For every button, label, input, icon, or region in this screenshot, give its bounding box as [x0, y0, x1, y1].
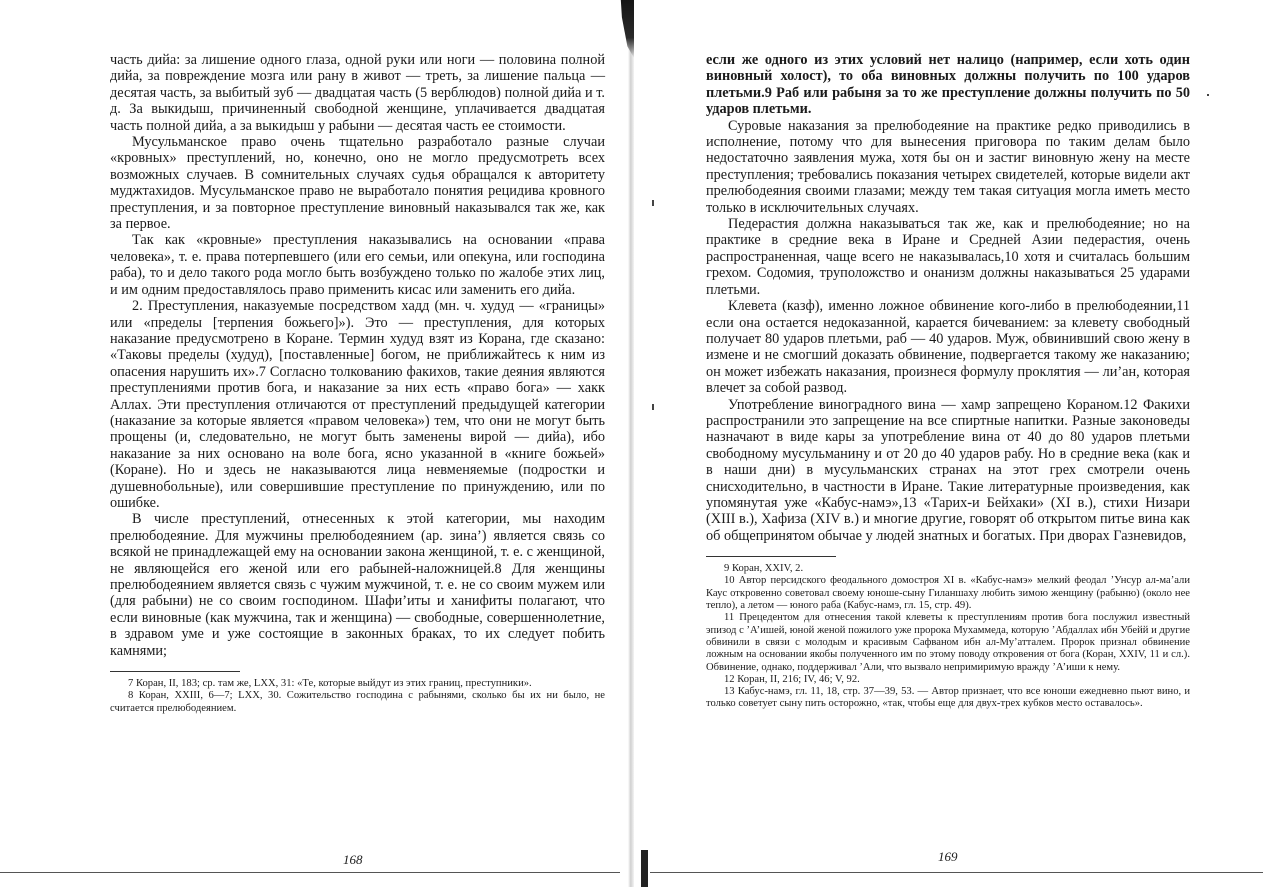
page-number: 169	[938, 849, 958, 864]
paragraph: 2. Преступления, наказуемые посредством хадд (мн. ч. худуд — «границы» или «пределы [терпения божьего]»). Это — преступления, для которых наказание предусмотрено в Коране. Термин худуд взят из Корана, где сказано: «Таковы пределы (худуд), [поставленные] богом, не приближайтесь к ним из опасения нарушить их».7 Согласно толкованию факихов, такие деяния являются преступлениями против бога, и наказание за них есть «право бога» — хакк Аллах. Эти преступления отличаются от преступлений предыдущей категории (наказание за которые является «правом человека») тем, что они не могут быть прощены (и, следовательно, не могут быть заменены вирой — дийа), ибо наказание за них основано на воле бога, ясно указанной в «книге божьей» (Коране). Но и здесь не наказываются лица невменяемые (подростки и душевнобольные), или совершившие преступление по принуждению, или по ошибке.	[110, 298, 605, 511]
footnote: 8 Коран, XXIII, 6—7; LXX, 30. Сожительство господина с рабынями, сколько бы их ни было, не считается прелюбодеянием.	[110, 690, 605, 714]
footnote: 12 Коран, II, 216; IV, 46; V, 92.	[724, 673, 860, 685]
scan-speck	[652, 404, 654, 410]
paragraph: Так как «кровные» преступления наказывались на основании «права человека», т. е. права потерпевшего (или его семьи, или опекуна, или господина раба), то и дело такого рода могло быть возбуждено только по жалобе этих лиц, и им одним предоставлялось право применить кисас или заменить его дийа.	[110, 232, 605, 298]
footnote: 10 Автор персидского феодального домостроя XI в. «Кабус-намэ» мелкий феодал ’Унсур ал-ма’али Каус откровенно советовал своему юноше-сыну Гиланшаху любить зимою женщину (рабыню) (около нее тепло), а летом — юного раба (Кабус-намэ, гл. 15, стр. 49).	[706, 575, 1190, 612]
footnote-rule	[110, 671, 240, 672]
page-bottom-edge-left	[0, 872, 620, 873]
paragraph: часть дийа: за лишение одного глаза, одной руки или ноги — половина полной дийа, за повреждение мозга или рану в живот — треть, за лишение пальца — десятая часть, за выбитый зуб — двадцатая часть (5 верблюдов) полной дийа и т. д. За выкидыш, причиненный свободной женщине, уплачивается двадцатая часть полной дийа, а за выкидыш у рабыни — десятая часть ее стоимости.	[110, 52, 605, 134]
footnote: 7 Коран, II, 183; ср. там же, LXX, 31: «Те, которые выйдут из этих границ, преступники».	[128, 678, 532, 690]
footnote: 13 Кабус-намэ, гл. 11, 18, стр. 37—39, 53. — Автор признает, что все юноши ежедневно пьют вино, и только советует сыну пить осторожно, «так, чтобы еще для двух-трех кубков место оставалось».	[706, 686, 1190, 710]
paragraph: Клевета (казф), именно ложное обвинение кого-либо в прелюбодеянии,11 если она остается недоказанной, карается бичеванием: за клевету свободный получает 80 ударов плетьми, раб — 40 ударов. Муж, обвинивший свою жену в измене и не смогший доказать обвинение, подвергается такому же наказанию; он может избежать наказания, произнеся формулу проклятия — ли’ан, которая влечет за собой развод.	[706, 298, 1190, 397]
page-bottom-edge-right	[650, 872, 1263, 873]
paragraph: Суровые наказания за прелюбодеяние на практике редко приводились в исполнение, потому что для вынесения приговора по таким делам было недостаточно заявления мужа, хотя бы он и застиг виновную жену на месте преступления; требовались показания четырех свидетелей, которые видели акт прелюбодеяния своими глазами; между тем такая ситуация могла иметь место только в исключительных случаях.	[706, 117, 1190, 216]
paragraph: если же одного из этих условий нет налицо (например, если хоть один виновный холост), то оба виновных должны получить по 100 ударов плетьми.9 Раб или рабыня за то же преступление должны получить по 50 ударов плетьми.	[706, 52, 1190, 118]
page-number: 168	[343, 852, 363, 867]
binding-clip	[641, 850, 648, 887]
footnote: 11 Прецедентом для отнесения такой клеветы к преступлениям против бога послужил известный эпизод с ’А’ишей, юной женой пожилого уже пророка Мухаммеда, которую ’Абдаллах ибн Убейй и другие обвинили в связи с молодым и красивым Сафваном ибн ал-Му’атталем. Пророк признал обвинение ложным на основании якобы полученного им по этому поводу откровения от бога (Коран, XXIV, 11 и сл.). Обвинение, однако, поддерживал ’Али, что вызвало непримиримую вражду ’А’иши к нему.	[706, 612, 1190, 673]
scan-speck	[652, 200, 654, 206]
right-page	[706, 52, 1190, 711]
paragraph: Педерастия должна наказываться так же, как и прелюбодеяние; но на практике в средние века в Иране и Средней Азии педерастия, очень распространенная, чаще всего не наказывалась,10 хотя и считалась большим грехом. Содомия, труположство и онанизм должны наказываться 25 ударами плетьми.	[706, 216, 1190, 298]
binding-shadow	[612, 0, 634, 58]
footnote-rule	[706, 556, 836, 557]
book-gutter	[628, 0, 634, 887]
paragraph: Мусульманское право очень тщательно разработало разные случаи «кровных» преступлений, но, конечно, оно не могло предусмотреть всех возможных случаев. В сомнительных случаях судья обращался к авторитету муджтахидов. Мусульманское право не выработало понятия рецидива кровного преступления, и за повторное преступление виновный наказывался так же, как за первое.	[110, 134, 605, 233]
left-page	[110, 52, 605, 715]
scan-speck	[1207, 94, 1209, 96]
footnote: 9 Коран, XXIV, 2.	[724, 563, 804, 575]
paragraph: В числе преступлений, отнесенных к этой категории, мы находим прелюбодеяние. Для мужчины прелюбодеянием (ар. зина’) является связь со всякой не принадлежащей ему на основании закона женщиной, т. е. с женщиной, не являющейся его женой или его рабыней-наложницей.8 Для женщины прелюбодеянием является связь с чужим мужчиной, т. е. не со своим мужем или (для рабыни) не со своим господином. Шафи’иты и ханифиты полагают, что если виновные (как мужчина, так и женщина) — свободные, совершеннолетние, в здравом уме и уже состоящие в законных браках, то их следует побить камнями;	[110, 511, 605, 659]
paragraph: Употребление виноградного вина — хамр запрещено Кораном.12 Факихи распространили это запрещение на все спиртные напитки. Разные законоведы назначают в виде кары за употребление вина от 40 до 80 ударов плетьми свободному мусульманину и от 20 до 40 ударов рабу. Но в средние века (как и в наши дни) в мусульманских странах на этот грех смотрели очень снисходительно, в частности в Иране. Такие литературные произведения, как упомянутая уже «Кабус-намэ»,13 «Тарих-и Бейхаки» (XI в.), стихи Низари (XIII в.), Хафиза (XIV в.) и многие другие, говорят об открытом питье вина как об общепринятом обычае у людей знатных и богатых. При дворах Газневидов,	[706, 396, 1190, 544]
